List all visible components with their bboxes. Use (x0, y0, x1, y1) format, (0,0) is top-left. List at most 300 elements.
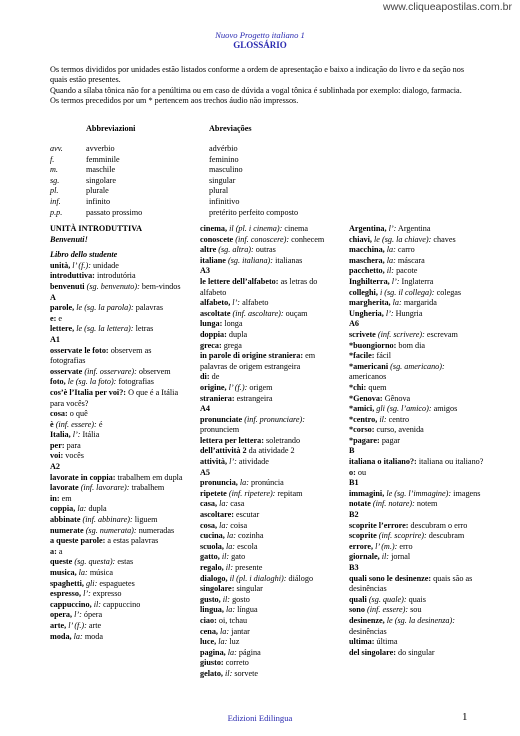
glossary-translation: descubram o erro (408, 520, 468, 530)
glossary-translation: arte (86, 620, 102, 630)
glossary-translation: longa (222, 319, 243, 329)
glossary-entry (50, 504, 185, 515)
glossary-entry (50, 409, 185, 420)
section-heading: A1 (50, 334, 61, 344)
glossary-translation: grega (221, 340, 242, 350)
glossary-entry (349, 330, 484, 341)
glossary-term: giusto: (200, 658, 224, 668)
glossary-entry (200, 245, 335, 256)
glossary-entry (200, 499, 335, 510)
glossary-translation: ou (355, 467, 367, 477)
glossary-grammar: (sg. benvenuto): (84, 281, 140, 291)
glossary-entry (200, 351, 335, 372)
glossary-term: *buongiorno: (349, 340, 397, 350)
glossary-entry (50, 451, 185, 462)
glossary-grammar: il: (379, 552, 390, 562)
glossary-term: regalo, (200, 563, 224, 572)
glossary-translation: Itália (80, 430, 100, 440)
glossary-grammar: il: (377, 414, 387, 424)
glossary-grammar: l’: (81, 589, 91, 599)
glossary-term: lingua, (200, 605, 224, 615)
section-heading: B (349, 446, 355, 456)
glossary-term: per: (50, 440, 65, 450)
abbreviation-code: f. (50, 154, 55, 164)
glossary-term: Italia, (50, 430, 71, 440)
glossary-grammar: le (sg. la chiave): (371, 234, 432, 244)
glossary-translation: bem-vindos (139, 281, 181, 291)
glossary-translation: numeradas (136, 525, 175, 535)
glossary-term: le lettere dell’alfabeto: (200, 276, 279, 286)
glossary-entry (50, 314, 185, 325)
glossary-translation: a (56, 546, 63, 556)
glossary-translation: trabalhem em dupla (115, 472, 183, 482)
glossary-term: altre (200, 245, 217, 255)
glossary-entry (50, 621, 185, 632)
glossary-grammar: le (sg. la desinenza): (384, 615, 455, 625)
glossary-translation: erro (397, 541, 413, 551)
glossary-term: scuola, (200, 541, 224, 551)
glossary-grammar: la: (237, 478, 249, 488)
glossary-term: giornale, (349, 552, 380, 562)
glossary-entry (200, 531, 335, 542)
glossary-term: in parole di origine straniera: (200, 351, 304, 361)
glossary-grammar: (sg. quale): (366, 594, 407, 604)
page-title: GLOSSÁRIO (233, 40, 287, 50)
glossary-entry (349, 436, 484, 447)
glossary-entry (200, 457, 335, 468)
glossary-term: greca: (200, 340, 222, 350)
abbreviation-italian: avverbio (86, 144, 115, 153)
abbreviation-portuguese: feminino (209, 154, 239, 164)
glossary-term: è (50, 419, 54, 429)
abbreviation-row (50, 165, 480, 176)
glossary-term: pronunciate (200, 414, 243, 424)
glossary-translation: fotografias (116, 377, 154, 387)
glossary-term: casa, (200, 499, 218, 509)
glossary-translation: origem (247, 382, 273, 392)
glossary-entry (50, 483, 185, 494)
glossary-translation: carro (395, 245, 415, 255)
glossary-translation: observem as fotografias (50, 345, 152, 366)
glossary-term: cinema, (200, 224, 228, 233)
glossary-entry (200, 372, 335, 383)
glossary-term: cosa, (200, 520, 218, 530)
glossary-translation: liguem (132, 515, 158, 525)
glossary-grammar: la: (76, 568, 88, 577)
glossary-translation: escutar (233, 510, 260, 520)
glossary-term: osservate le foto: (50, 345, 109, 355)
glossary-translation: jornal (389, 552, 411, 562)
glossary-grammar: (inf. ripetere): (226, 488, 276, 498)
glossary-translation: do singular (395, 647, 435, 657)
glossary-entry (50, 557, 185, 568)
glossary-translation: unidade (90, 260, 119, 270)
glossary-translation: estas (115, 557, 134, 567)
section-heading: B1 (349, 478, 359, 488)
glossary-term: queste (50, 557, 73, 567)
glossary-term: pronuncia, (200, 478, 238, 488)
glossary-entry (349, 531, 484, 542)
glossary-term: italiana o italiano?: (349, 457, 417, 467)
glossary-term: spaghetti, (50, 578, 84, 588)
glossary-entry (349, 309, 484, 320)
glossary-entry (50, 526, 185, 537)
glossary-translation: Argentina (396, 224, 431, 233)
glossary-entry (349, 256, 484, 267)
glossary-grammar: (sg. italiana): (225, 255, 274, 265)
glossary-entry (349, 605, 484, 616)
glossary-translation: jantar (229, 626, 250, 636)
glossary-term: ascoltate (200, 308, 231, 318)
glossary-entry (50, 271, 185, 282)
glossary-translation: Gênova (382, 393, 411, 403)
glossary-term: quali sono le desinenze: (349, 573, 432, 583)
glossary-translation: a estas palavras (105, 536, 159, 546)
glossary-translation: bom dia (396, 340, 425, 350)
glossary-grammar: la: (384, 245, 396, 255)
glossary-entry (349, 266, 484, 277)
glossary-grammar: (sg. questa): (72, 557, 116, 567)
glossary-term: *facile: (349, 351, 375, 361)
glossary-grammar: l’: (230, 298, 241, 308)
glossary-grammar: il (pl. i cinema): (227, 224, 283, 233)
abbreviation-row (50, 155, 480, 166)
glossary-translation: em (59, 493, 72, 503)
glossary-entry (50, 303, 185, 314)
glossary-term: scoprite (349, 531, 377, 541)
glossary-entry (50, 388, 185, 409)
glossary-translation: cozinha (235, 531, 264, 541)
glossary-translation: pacote (394, 266, 418, 276)
glossary-entry (349, 235, 484, 246)
glossary-grammar: (inf. abbinare): (80, 515, 133, 525)
glossary-translation: curso, avenida (374, 425, 424, 435)
glossary-entry (200, 595, 335, 606)
glossary-entry (349, 341, 484, 352)
glossary-grammar: l’ (f.): (70, 260, 91, 270)
glossary-translation: oi, tchau (216, 615, 248, 625)
glossary-translation: amigos (431, 404, 458, 414)
glossary-entry (200, 552, 335, 563)
glossary-term: scrivete (349, 329, 376, 339)
glossary-translation: quais são as desinências (349, 573, 473, 594)
intro-paragraph: Os termos divididos por unidades estão listados conforme a ordem de apresentação e baixo a indicação do livro e da seção nos quais estão presentes. (50, 65, 465, 85)
glossary-translation: em palavras de origem estrangeira (200, 351, 316, 371)
glossary-grammar: (sg. americano): (388, 361, 445, 371)
glossary-translation: pronúncia (249, 478, 284, 488)
glossary-term: singolare: (200, 584, 235, 594)
glossary-entry (349, 499, 484, 510)
glossary-entry (349, 648, 484, 659)
glossary-translation: vocês (63, 451, 84, 461)
glossary-entry (349, 542, 484, 553)
glossary-translation: desinências (349, 626, 387, 636)
glossary-grammar: l’: (386, 224, 397, 233)
glossary-translation: é (96, 419, 103, 429)
glossary-entry (349, 468, 484, 479)
glossary-translation: singular (234, 584, 263, 594)
glossary-term: maschera, (349, 255, 385, 265)
glossary-entry (349, 245, 484, 256)
glossary-term: del singolare: (349, 647, 396, 657)
glossary-grammar: la: (225, 647, 237, 657)
glossary-term: a queste parole: (50, 536, 106, 546)
glossary-term: voi: (50, 451, 64, 461)
glossary-entry (50, 324, 185, 335)
glossary-grammar: (inf. pronunciare): (242, 414, 306, 424)
glossary-entry (200, 542, 335, 553)
glossary-grammar: (inf. notare): (370, 499, 415, 509)
glossary-translation: fácil (374, 351, 392, 361)
glossary-translation: música (87, 568, 114, 577)
glossary-term: coppia, (50, 504, 76, 514)
glossary-translation: última (374, 637, 398, 647)
book-subtitle: Nuovo Progetto italiano 1 (215, 30, 305, 40)
glossary-grammar: la: (384, 255, 396, 265)
glossary-entry (200, 383, 335, 394)
glossary-entry (50, 568, 185, 579)
glossary-translation: correto (223, 658, 249, 668)
glossary-entry (50, 377, 185, 388)
glossary-term: cosa: (50, 409, 68, 419)
glossary-term: italiane (200, 255, 226, 265)
glossary-entry (349, 552, 484, 563)
abbreviation-italian: singolare (86, 175, 117, 185)
glossary-term: pacchetto, (349, 266, 385, 276)
glossary-translation: da atividade 2 (246, 446, 295, 456)
glossary-grammar: la: (75, 504, 87, 514)
glossary-entry (200, 309, 335, 320)
abbreviations-header (50, 124, 480, 144)
glossary-translation: estrangeira (234, 393, 273, 403)
glossary-grammar: la: (217, 520, 229, 530)
abbreviation-code: p.p. (50, 207, 63, 217)
glossary-entry (50, 610, 185, 621)
glossary-term: lettera per lettera: (200, 435, 264, 445)
glossary-grammar: (sg. altra): (216, 245, 254, 255)
glossary-grammar: la: (71, 631, 83, 641)
glossary-term: cena, (200, 626, 218, 636)
abbreviation-code: pl. (50, 186, 59, 196)
abbreviation-row (50, 144, 480, 155)
glossary-term: dialogo, (200, 573, 228, 583)
glossary-grammar: l’: (227, 457, 237, 467)
glossary-entry (200, 415, 335, 436)
glossary-entry (200, 563, 335, 574)
glossary-entry (50, 579, 185, 590)
glossary-term: *centro, (349, 414, 378, 424)
glossary-translation: sou (408, 605, 422, 615)
section-heading: B2 (349, 510, 359, 520)
glossary-entry (200, 489, 335, 500)
section-heading: Benvenuti! (50, 234, 88, 244)
glossary-term: quali (349, 594, 367, 604)
section-heading: UNITÀ INTRODUTTIVA (50, 224, 142, 233)
glossary-translation: centro (386, 414, 410, 424)
glossary-term: errore, (349, 541, 374, 551)
glossary-term: ciao: (200, 615, 217, 625)
glossary-translation: Inglaterra (399, 276, 434, 286)
glossary-term: attività, (200, 457, 228, 467)
glossary-grammar: l’: (389, 276, 400, 286)
glossary-grammar: la: (390, 298, 402, 308)
glossary-grammar: le (sg. l’immagine): (384, 488, 452, 498)
glossary-entry (200, 605, 335, 616)
glossary-entry (200, 436, 335, 447)
glossary-translation: soletrando (263, 435, 301, 445)
abbreviation-code: inf. (50, 196, 61, 206)
glossary-grammar: le (sg. la lettera): (74, 324, 134, 334)
glossary-grammar: il: (223, 563, 234, 572)
abbreviation-portuguese: Abreviações (209, 124, 252, 133)
glossary-term: a: (50, 546, 57, 556)
watermark: www.cliqueapostilas.com.br (383, 1, 512, 13)
glossary-term: alfabeto, (200, 298, 231, 308)
abbreviation-italian: Abbreviazioni (86, 124, 136, 133)
section-heading: A2 (50, 462, 61, 472)
glossary-grammar: la: (217, 499, 229, 509)
glossary-grammar: la: (224, 531, 236, 541)
glossary-grammar: il: (220, 594, 231, 604)
glossary-entry (200, 658, 335, 669)
glossary-column-3 (349, 224, 484, 658)
intro-text (50, 65, 480, 106)
glossary-term: cappuccino, (50, 599, 92, 609)
glossary-grammar: l’: (70, 430, 81, 440)
glossary-term: Argentina, (349, 224, 387, 233)
glossary-term: *pagare: (349, 435, 380, 445)
page-number: 1 (462, 711, 468, 723)
publisher-footer: Edizioni Edilingua (227, 713, 293, 723)
glossary-translation: pronunciem (200, 425, 240, 435)
glossary-translation: escrevam (424, 329, 458, 339)
glossary-grammar: la: (216, 637, 228, 647)
glossary-translation: cinema (282, 224, 308, 233)
glossary-term: margherita, (349, 298, 391, 308)
section-heading: Libro dello studente (50, 250, 118, 260)
glossary-translation: língua (235, 605, 258, 615)
glossary-term: in: (50, 493, 60, 503)
glossary-entry (50, 261, 185, 272)
glossary-entry (50, 632, 185, 643)
glossary-translation: repitam (275, 488, 303, 498)
glossary-translation: sorvete (232, 668, 258, 678)
glossary-entry (200, 584, 335, 595)
glossary-term: gelato, (200, 668, 223, 678)
abbreviation-row (50, 208, 480, 219)
glossary-translation: dupla (86, 504, 107, 514)
glossary-grammar: (inf. scrivere): (375, 329, 425, 339)
glossary-translation: Hungria (393, 308, 423, 318)
glossary-term: osservate (50, 366, 83, 376)
glossary-entry (349, 351, 484, 362)
glossary-grammar: l’ (f.): (66, 620, 87, 630)
glossary-entry (349, 637, 484, 648)
glossary-translation: espaguetes (97, 578, 135, 588)
glossary-grammar: (inf. lavorare): (78, 483, 130, 493)
glossary-grammar: le (sg. la foto): (65, 377, 117, 387)
glossary-translation: escola (235, 541, 258, 551)
glossary-entry (50, 367, 185, 378)
glossary-entry (200, 637, 335, 648)
glossary-entry (50, 420, 185, 431)
glossary-translation: margarida (401, 298, 437, 308)
glossary-term: ripetete (200, 488, 227, 498)
glossary-entry (50, 547, 185, 558)
abbreviations-table (50, 124, 480, 218)
glossary-entry (50, 515, 185, 526)
glossary-entry (349, 574, 484, 595)
glossary-term: lettere, (50, 324, 75, 334)
glossary-entry (200, 224, 335, 235)
glossary-term: doppia: (200, 329, 227, 339)
glossary-grammar: l’ (f.): (226, 382, 248, 392)
glossary-translation: atividade (236, 457, 269, 467)
abbreviation-row (50, 186, 480, 197)
glossary-translation: diálogo (286, 573, 314, 583)
glossary-translation: moda (82, 631, 104, 641)
glossary-entry (349, 489, 484, 500)
glossary-entry (349, 394, 484, 405)
glossary-entry (200, 394, 335, 405)
glossary-entry (200, 669, 335, 680)
glossary-grammar: il: (222, 668, 233, 678)
glossary-entry (200, 446, 335, 457)
glossary-term: gatto, (200, 552, 220, 562)
abbreviation-italian: plurale (86, 186, 109, 196)
glossary-term: ascoltare: (200, 510, 234, 520)
glossary-term: e: (50, 313, 57, 323)
abbreviation-row (50, 197, 480, 208)
glossary-term: foto, (50, 377, 66, 387)
glossary-term: opera, (50, 610, 73, 620)
glossary-term: colleghi, (349, 287, 378, 297)
glossary-term: notate (349, 499, 371, 509)
glossary-translation: cappuccino (100, 599, 141, 609)
glossary-term: lunga: (200, 319, 223, 329)
abbreviation-code: m. (50, 165, 58, 175)
glossary-term: o: (349, 467, 356, 477)
glossary-term: chiavi, (349, 234, 372, 244)
glossary-grammar: la: (223, 605, 236, 615)
glossary-term: scoprite l’errore: (349, 520, 409, 530)
glossary-translation: expresso (90, 589, 122, 599)
glossary-translation: chaves (431, 234, 456, 244)
glossary-translation: máscara (395, 255, 425, 265)
glossary-translation: para (64, 440, 81, 450)
glossary-term: immagini, (349, 488, 385, 498)
glossary-translation: ópera (81, 610, 103, 620)
glossary-translation: luz (227, 637, 240, 647)
abbreviation-code (50, 124, 86, 144)
glossary-term: gusto, (200, 594, 221, 604)
glossary-entry (349, 457, 484, 468)
glossary-translation: descubram (426, 531, 465, 541)
glossary-grammar: l’: (72, 610, 82, 620)
glossary-translation: colegas (434, 287, 462, 297)
glossary-column-2 (200, 224, 335, 680)
glossary-translation: página (236, 647, 261, 657)
glossary-grammar: i (sg. il collega): (377, 287, 435, 297)
glossary-grammar: (inf. essere): (53, 419, 97, 429)
section-heading: B3 (349, 563, 359, 572)
glossary-term: *americani (349, 361, 389, 371)
abbreviation-portuguese: advérbio (209, 144, 238, 153)
glossary-entry (50, 589, 185, 600)
glossary-grammar: (inf. scoprire): (376, 531, 427, 541)
glossary-term: ultima: (349, 637, 375, 647)
glossary-term: lavorate in coppia: (50, 472, 116, 482)
